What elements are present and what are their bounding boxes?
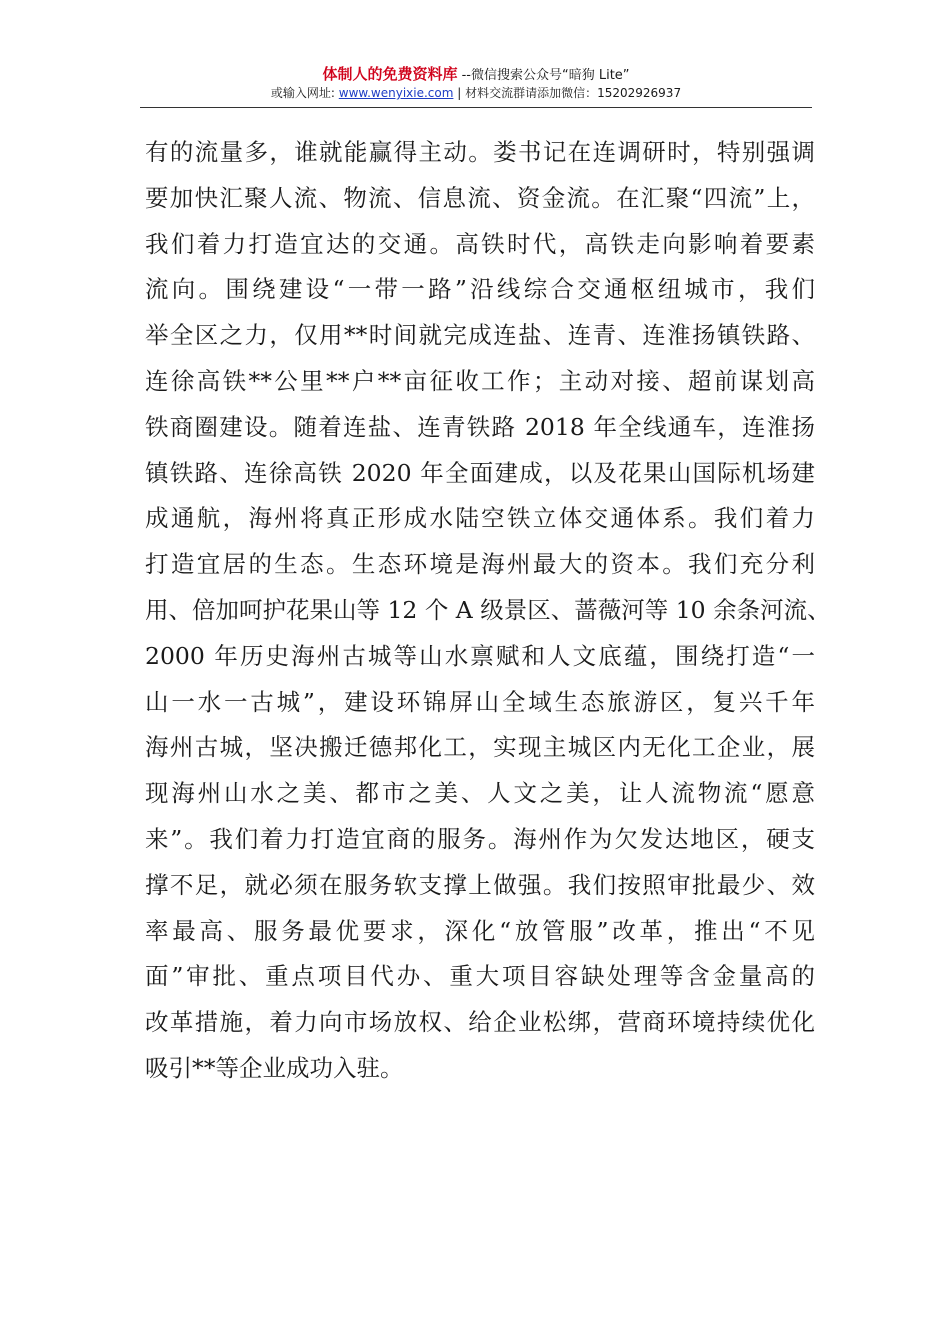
page-header	[140, 66, 812, 102]
text-line: 我们着力打造宜达的交通。高铁时代，高铁走向影响着要素	[145, 229, 815, 258]
header-divider	[140, 107, 812, 108]
text-line: 铁商圈建设。随着连盐、连青铁路 2018 年全线通车，连淮扬	[145, 412, 815, 441]
text-line-last: 吸引**等企业成功入驻。	[145, 1053, 404, 1082]
text-line: 镇铁路、连徐高铁 2020 年全面建成，以及花果山国际机场建	[145, 458, 815, 487]
text-line: 成通航，海州将真正形成水陆空铁立体交通体系。我们着力	[145, 504, 815, 533]
website-link[interactable]: www.wenyixie.com	[338, 86, 454, 100]
header-line-2	[140, 84, 812, 102]
text-line: 山一水一古城”，建设环锦屏山全域生态旅游区，复兴千年	[145, 687, 815, 716]
contact-text: | 材料交流群请添加微信：15202926937	[453, 86, 682, 100]
text-line: 海州古城，坚决搬迁德邦化工，实现主城区内无化工企业，展	[145, 733, 815, 762]
text-line: 改革措施，着力向市场放权、给企业松绑，营商环境持续优化	[145, 1008, 815, 1037]
text-line: 打造宜居的生态。生态环境是海州最大的资本。我们充分利	[145, 550, 815, 579]
brand-suffix: --微信搜索公众号“暗狗 Lite”	[457, 68, 630, 83]
text-line: 要加快汇聚人流、物流、信息流、资金流。在汇聚“四流”上，	[145, 183, 815, 212]
text-line: 用、倍加呵护花果山等 12 个 A 级景区、蔷薇河等 10 余条河流、	[145, 595, 831, 624]
text-line: 率最高、服务最优要求，深化“放管服”改革，推出“不见	[145, 916, 815, 945]
url-prefix: 或输入网址:	[270, 86, 339, 100]
text-line: 连徐高铁**公里**户**亩征收工作；主动对接、超前谋划高	[145, 366, 815, 395]
brand-title: 体制人的免费资料库	[322, 65, 458, 83]
text-line: 撑不足，就必须在服务软支撑上做强。我们按照审批最少、效	[145, 870, 815, 899]
text-line: 现海州山水之美、都市之美、人文之美，让人流物流“愿意	[145, 779, 815, 808]
text-line: 2000 年历史海州古城等山水禀赋和人文底蕴，围绕打造“一	[145, 641, 815, 670]
text-line: 面”审批、重点项目代办、重大项目容缺处理等含金量高的	[145, 962, 815, 991]
text-line: 来”。我们着力打造宜商的服务。海州作为欠发达地区，硬支	[145, 824, 815, 853]
text-line: 有的流量多，谁就能赢得主动。娄书记在连调研时，特别强调	[145, 138, 815, 166]
text-line: 举全区之力，仅用**时间就完成连盐、连青、连淮扬镇铁路、	[145, 321, 815, 350]
document-body	[145, 130, 831, 1092]
header-line-1	[140, 66, 812, 84]
text-line: 流向。围绕建设“一带一路”沿线综合交通枢纽城市，我们	[145, 275, 815, 304]
